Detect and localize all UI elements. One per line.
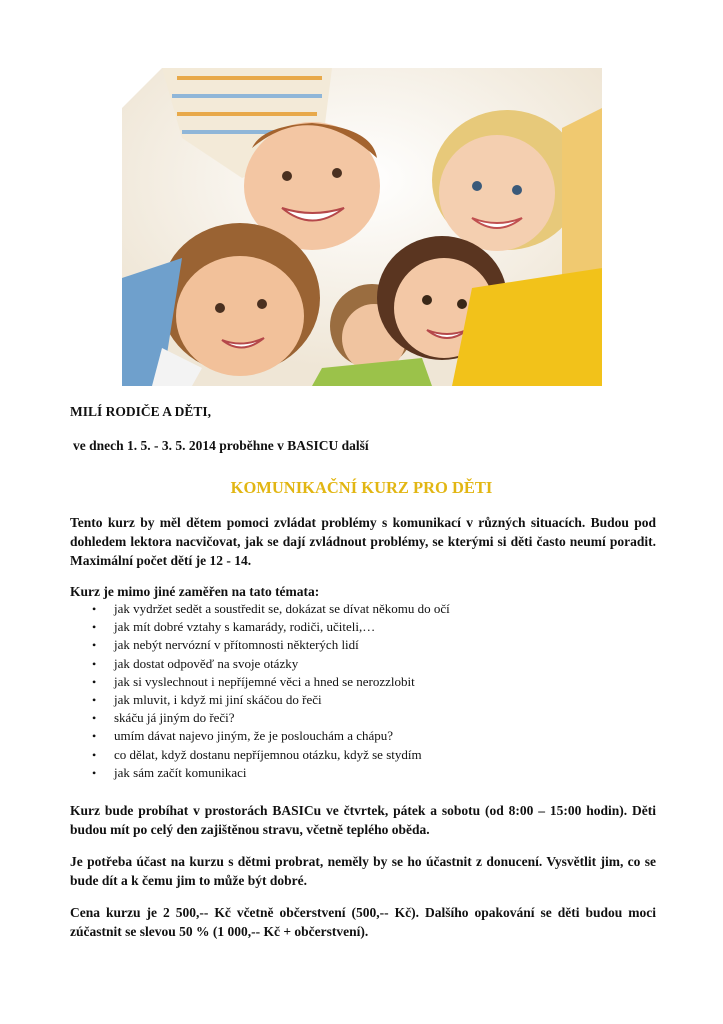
list-item [92,709,450,727]
topic-text: jak si vyslechnout i nepříjemné věci a hned se nerozzlobit [114,673,415,689]
list-item [92,727,450,745]
list-item [92,673,450,691]
list-item [92,636,450,654]
bullet-icon: • [92,602,97,616]
price-paragraph: Cena kurzu je 2 500,-- Kč včetně občerstvení (500,-- Kč). Dalšího opakování se děti budou moci zúčastnit se slevou 50 % (1 000,-- Kč + občerstvení). [70,905,656,939]
bullet-icon: • [92,693,97,708]
course-description-paragraph: Tento kurz by měl dětem pomoci zvládat problémy s komunikací v různých situacích. Budou pod dohledem lektora nacvičovat, jak se dají zvládnout problémy, se kterými si děti často neumí poradit. Maximální počet dětí je 12 - 14. [70,515,656,568]
topic-text: jak mluvit, i když mi jiní skáčou do řeči [114,692,322,708]
children-group-photo [122,68,602,386]
greeting-heading: MILÍ RODIČE A DĚTI, [70,404,212,419]
topic-text: jak vydržet sedět a soustředit se, dokázat se dívat někomu do očí [114,601,450,616]
topic-text: jak sám začít komunikaci [114,764,247,780]
list-item [92,600,450,618]
bullet-icon: • [92,747,97,762]
bullet-icon: • [92,620,97,635]
list-item [92,746,450,764]
schedule-paragraph: Kurz bude probíhat v prostorách BASICu ve čtvrtek, pátek a sobotu (od 8:00 – 15:00 hodin). Děti budou mít po celý den zajištěnou stravu, včetně teplého oběda. [70,803,656,837]
topic-text: jak mít dobré vztahy s kamarády, rodiči, učiteli,… [114,619,376,635]
topic-text: jak nebýt nervózní v přítomnosti některých lidí [114,637,359,653]
children-group-photo-icon [122,68,602,386]
topics-list [92,600,450,782]
topic-text: jak dostat odpověď na svoje otázky [114,655,299,671]
bullet-icon: • [92,765,97,780]
bullet-icon: • [92,729,97,744]
topic-text: skáču já jiným do řeči? [114,710,235,726]
bullet-icon: • [92,674,97,689]
topic-text: umím dávat najevo jiným, že je poslouchám a chápu? [114,728,394,744]
list-item [92,764,450,782]
course-title: KOMUNIKAČNÍ KURZ PRO DĚTI [230,478,493,497]
intro-line: ve dnech 1. 5. - 3. 5. 2014 proběhne v BASICU další [73,438,369,453]
participation-paragraph: Je potřeba účast na kurzu s dětmi probrat, neměly by se ho účastnit z donucení. Vysvětlit jim, co se bude dít a k čemu jim to může být dobré. [70,854,656,888]
bullet-icon: • [92,656,97,671]
topic-text: co dělat, když dostanu nepříjemnou otázku, když se stydím [114,746,422,762]
bullet-icon: • [92,638,97,653]
topics-heading: Kurz je mimo jiné zaměřen na tato témata: [70,584,320,599]
list-item [92,655,450,673]
list-item [92,618,450,636]
list-item [92,691,450,709]
bullet-icon: • [92,711,97,726]
